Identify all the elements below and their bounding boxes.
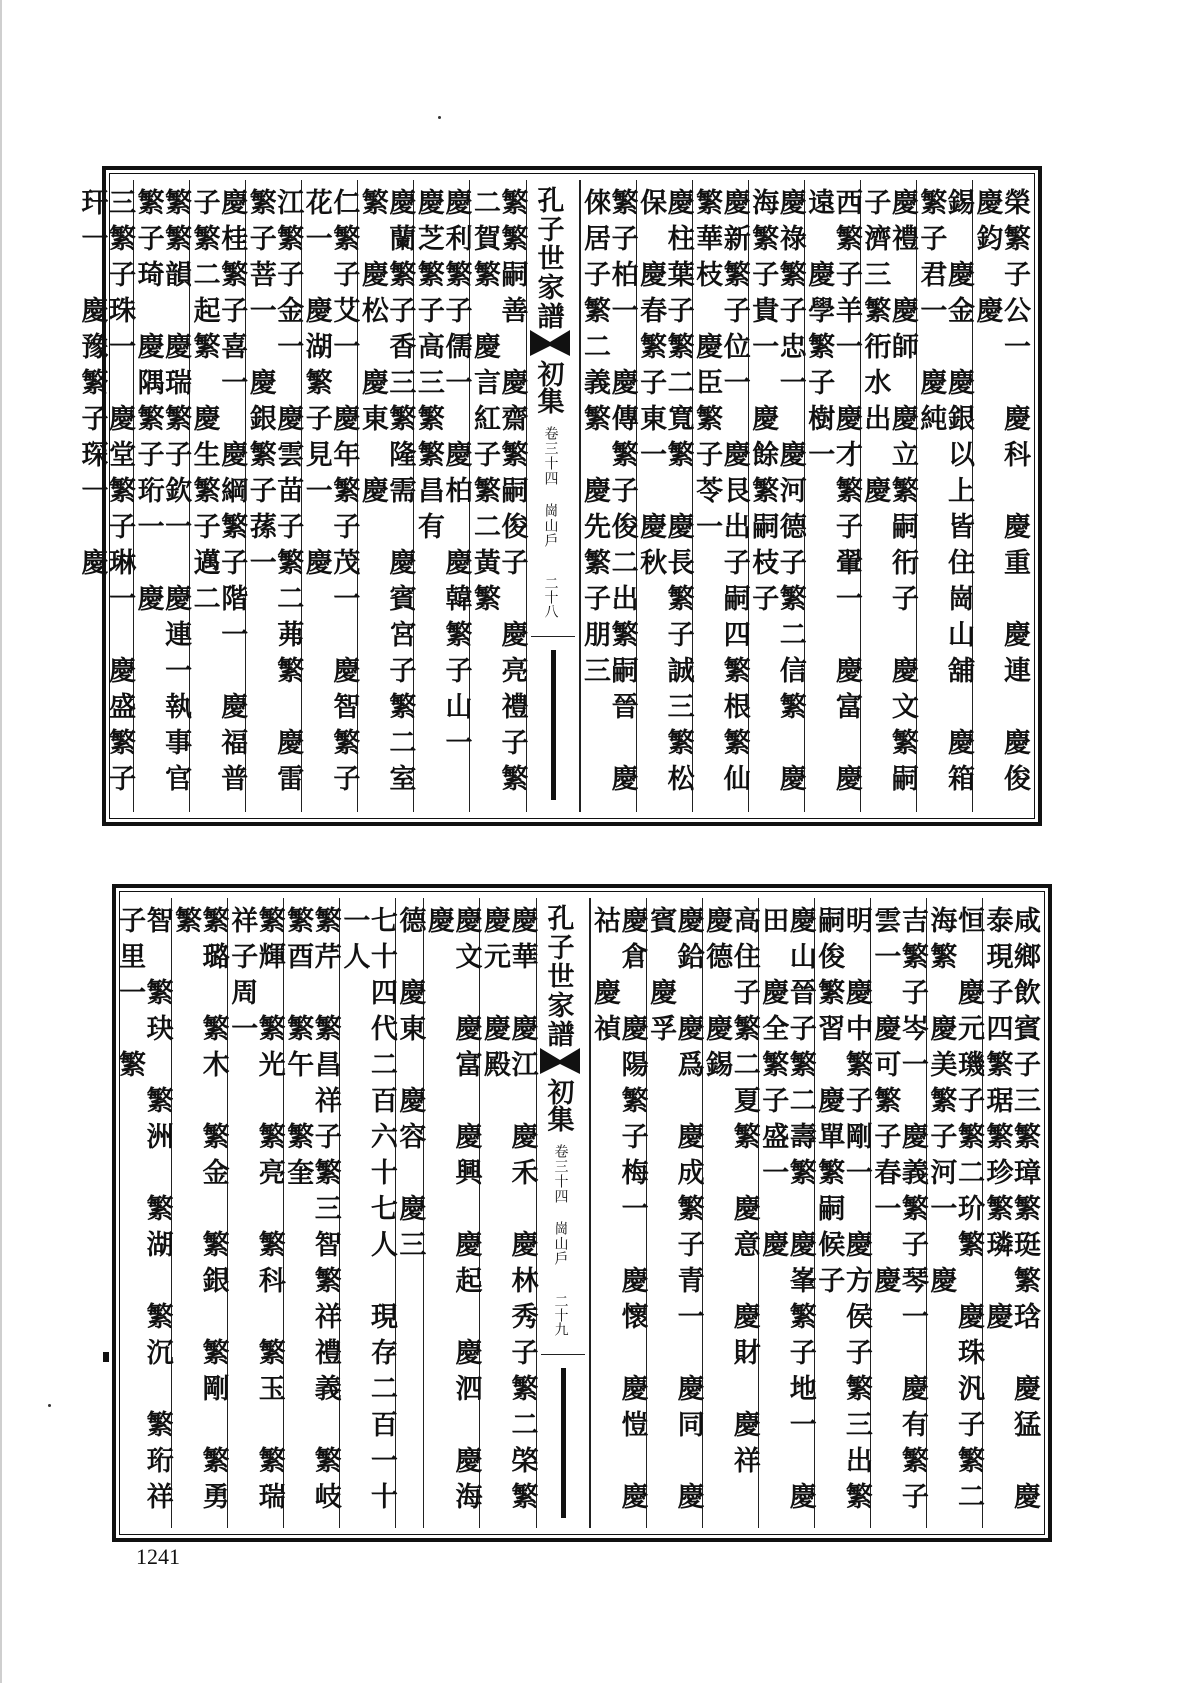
- text-column: 咸鄉飲賓子三繁璋繁珽繁琀 慶猛 慶泰現子四繁琚繁珍繁璘 慶: [982, 898, 1038, 1528]
- text-column: 慶利繁子儒一 慶柏 慶韓繁子山一 慶芝繁子高三繁繁昌有: [413, 180, 469, 812]
- scan-page-edge: [0, 0, 2, 1683]
- fish-mouth-bar: [561, 1368, 566, 1518]
- scan-speck: [48, 1404, 51, 1407]
- text-column: 江繁子金一 慶雲苗子繁二茀繁 慶雷繁子菩一 慶銀繁子蓀一: [245, 180, 301, 812]
- text-column: 慶柱葉子繁二寬繁 慶長繁子誠三繁松保 慶春繁子東一 慶秋: [636, 180, 692, 812]
- book-title: 孔子世家譜: [542, 904, 574, 1049]
- collection-label: 初集: [532, 360, 564, 414]
- page-number: 1241: [136, 1544, 180, 1569]
- text-column: 繁輝 繁光 繁亮 繁科 繁玉 繁瑞祥子周一: [227, 898, 283, 1528]
- fish-tail-mark-icon: [530, 330, 570, 356]
- text-column: 慶祿繁子忠一 慶河德子繁二信繁 慶海繁子貴一 慶餘繁嗣枝子: [748, 180, 804, 812]
- leaf-number: 二十九: [552, 1294, 569, 1336]
- text-column: 七十四代二百六十七人 現存二百一十一人: [339, 898, 395, 1528]
- text-column: 德 慶東 慶容 慶三: [395, 898, 424, 1528]
- collection-label: 初集: [542, 1078, 574, 1132]
- binding-column: [526, 180, 580, 812]
- volume-label: 卷三十四 崗山戶: [552, 1144, 569, 1266]
- book-title: 孔子世家譜: [532, 186, 564, 331]
- fish-mouth-bar: [551, 650, 556, 800]
- text-column: 慶山晉子繁二壽繁 慶峯繁子地一 慶田 慶全繁子盛一 慶: [758, 898, 814, 1528]
- text-column: 高住子繁二夏繁 慶意 慶財 慶祥 慶德 慶錫: [702, 898, 758, 1528]
- text-column: 慶倉 慶陽繁子梅一 慶懷 慶愷 慶祜 慶禎: [590, 898, 646, 1528]
- separator-line: [541, 1354, 585, 1355]
- fish-tail-mark-icon: [540, 1048, 580, 1074]
- text-column: 慶禮 慶師 慶立繁嗣衎子 慶文繁嗣子濟三繁衎水出 慶: [860, 180, 916, 812]
- scan-speck: [438, 116, 441, 119]
- volume-label: 卷三十四 崗山戶: [542, 426, 559, 548]
- text-column: 繁芹 繁昌祥子繁三智繁祥禮義 繁岐 繁酉 繁午 繁奎: [283, 898, 339, 1528]
- text-column: 錫 慶金 慶銀以上皆住崗山舖 慶箱繁子君一 慶純: [916, 180, 972, 812]
- text-column: 西繁子羊一 慶才繁子翬一 慶富 慶遠 慶學繁子樹一: [804, 180, 860, 812]
- text-column: 榮繁子公一 慶科 慶重 慶連 慶俊 慶鈞 慶: [972, 180, 1028, 812]
- text-column: 繁璐 繁木 繁金 繁銀 繁剛 繁勇 繁: [171, 898, 227, 1528]
- text-column: 慶新繁子位一 慶艮出子嗣四繁根繁仙繁華枝 慶臣繁子苓一: [692, 180, 748, 812]
- text-column: 三繁子珠一 慶堂繁子琳一 慶盛繁子玕一 慶豫繁子琛一 慶: [76, 188, 136, 800]
- text-column: 吉繁子岑一 慶義繁子琴一 慶有繁子雲一 慶可繁子春一 慶: [870, 898, 926, 1528]
- text-column: 慶鉿 慶爲 慶成繁子青一 慶同 慶賓 慶孚: [646, 898, 702, 1528]
- genealogy-page-top: [76, 166, 1042, 836]
- scan-margin-mark: [103, 1352, 109, 1362]
- text-column: 慶文 慶富 慶興 慶起 慶泗 慶海 慶: [423, 898, 479, 1528]
- text-column: 繁子柏一 慶傳繁子俊二出繁嗣晉 慶倈居子繁二義繁 慶先繁子朋三: [580, 180, 636, 812]
- leaf-number: 二十八: [542, 576, 559, 618]
- separator-line: [531, 636, 575, 637]
- text-column: 繁繁嗣善 慶齋繁嗣俊子 慶亮禮子繁二賀繁 慶言紅子繁二黃繁: [469, 180, 525, 812]
- text-column: 恒 慶元璣子繁二玠繁 慶珠汎子繁二海繁 慶美繁子河一 慶: [926, 898, 982, 1528]
- text-column: 明 慶中繁子剛一 慶方侯子繁三出繁嗣俊繁習 慶單繁嗣候子: [814, 898, 870, 1528]
- text-column: 繁繁韻 慶瑞繁子欽一 慶連一執事官繁子琦 慶隅繁子珩一 慶: [133, 180, 189, 812]
- genealogy-page-bottom: [112, 884, 1052, 1554]
- binding-column: [536, 898, 590, 1528]
- text-column: 慶蘭繁子香三繁隆需 慶賓宮子繁二室繁 慶松 慶東 慶: [357, 180, 413, 812]
- text-column: 慶華 慶江 慶禾 慶林秀子繁二棨繁 慶元 慶殿: [479, 898, 535, 1528]
- text-column: 智 繁玦 繁洲 繁湖 繁沉 繁珩祥子里一 繁: [114, 906, 173, 1518]
- text-column: 仁繁子艾一 慶年繁子茂一 慶智繁子花一 慶湖繁子見一 慶: [301, 180, 357, 812]
- text-column: 慶桂繁子喜一 慶綱繁子階一 慶福普子繁二起繁 慶生繁子邁二: [189, 180, 245, 812]
